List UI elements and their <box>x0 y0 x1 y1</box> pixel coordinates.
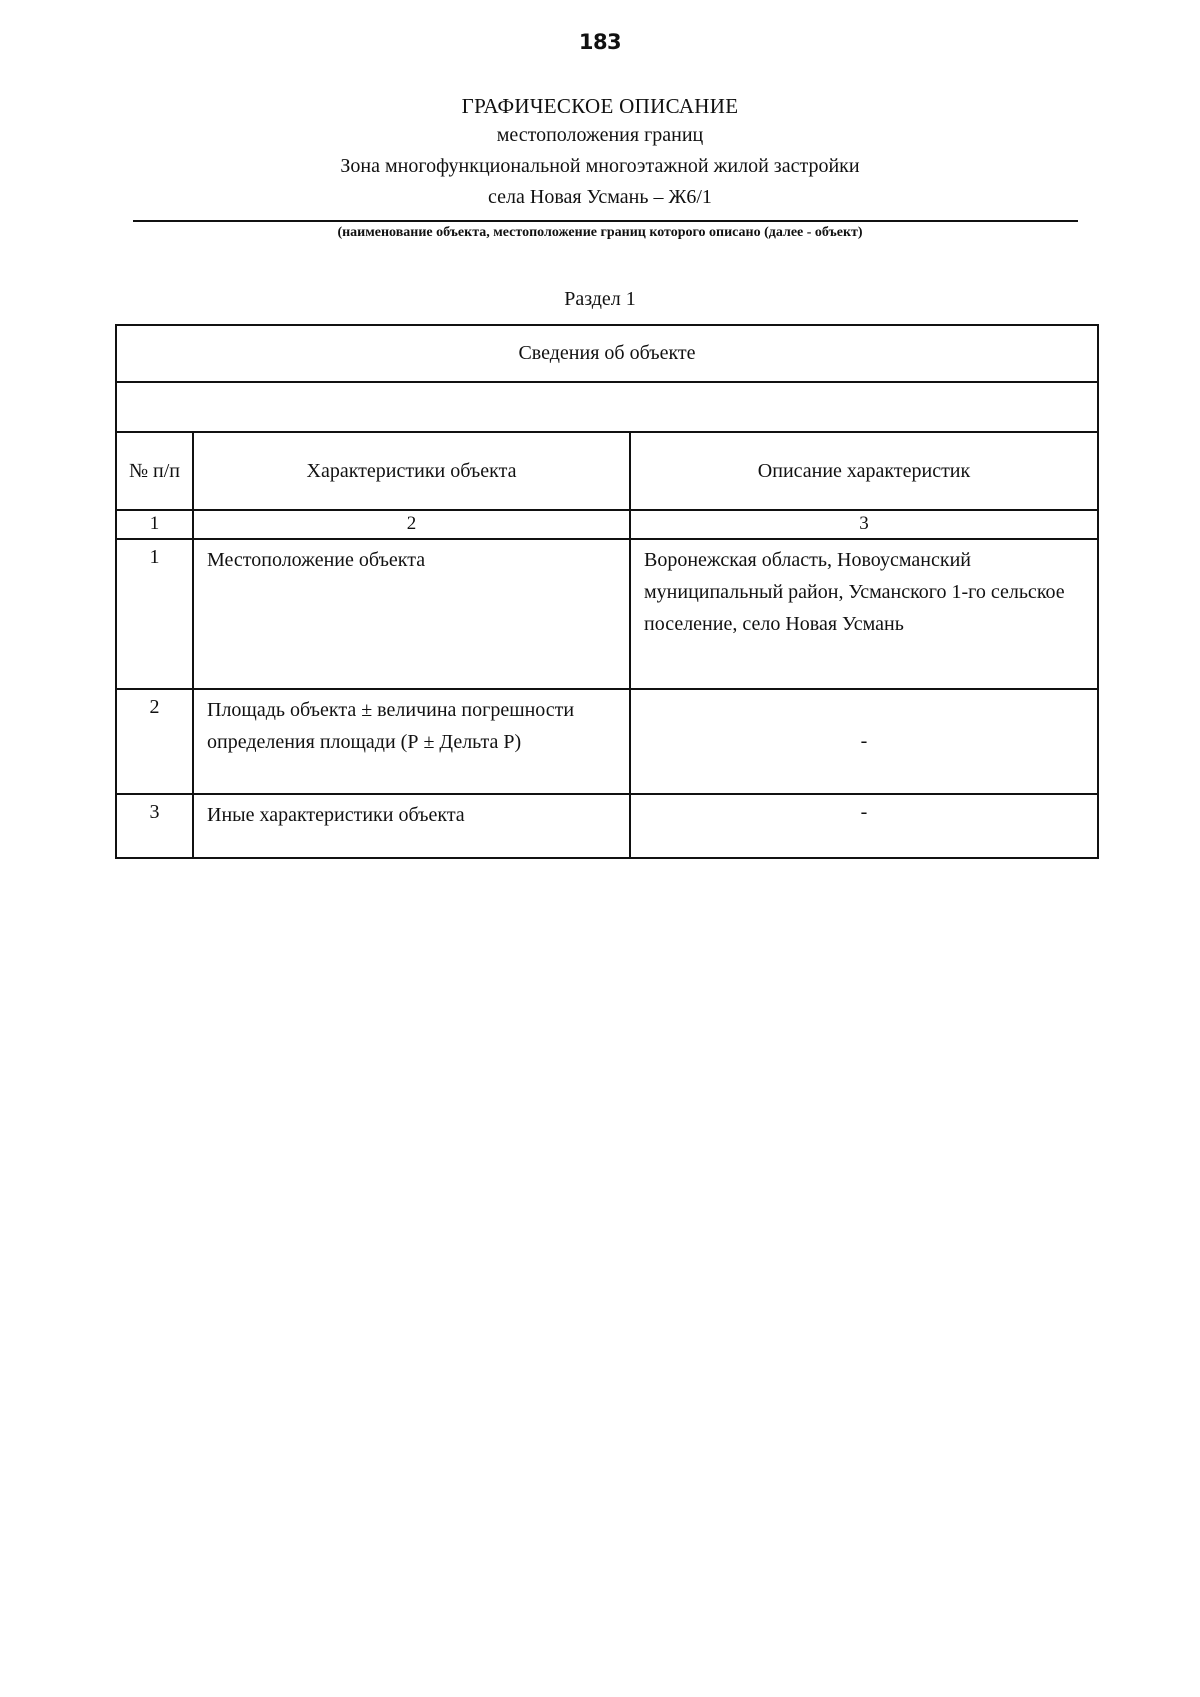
row-characteristic: Местоположение объекта <box>193 539 630 689</box>
table-row <box>116 794 1098 858</box>
column-number-2: 2 <box>193 510 630 539</box>
row-number: 2 <box>116 689 193 794</box>
table-empty-row <box>116 382 1098 432</box>
column-header-characteristic: Характеристики объекта <box>193 432 630 510</box>
table-row <box>116 539 1098 689</box>
section-title: Раздел 1 <box>564 288 636 310</box>
row-characteristic: Площадь объекта ± величина погрешности определения площади (Р ± Дельта Р) <box>193 689 630 794</box>
column-header-description: Описание характеристик <box>630 432 1098 510</box>
header-line-2: Зона многофункциональной многоэтажной жилой застройки <box>340 155 860 177</box>
column-number-row <box>116 510 1098 539</box>
row-description: - <box>630 689 1098 794</box>
row-number: 1 <box>116 539 193 689</box>
column-number-1: 1 <box>116 510 193 539</box>
document-header <box>0 92 1200 213</box>
object-info-table <box>115 324 1099 859</box>
empty-cell <box>116 382 1098 432</box>
column-header-number: № п/п <box>116 432 193 510</box>
row-number: 3 <box>116 794 193 858</box>
table-heading: Сведения об объекте <box>116 325 1098 382</box>
column-header-row <box>116 432 1098 510</box>
row-description: - <box>630 794 1098 858</box>
object-caption: (наименование объекта, местоположение границ которого описано (далее - объект) <box>337 225 863 240</box>
table-heading-row <box>116 325 1098 382</box>
row-description: Воронежская область, Новоусманский муниципальный район, Усманского 1-го сельское поселение, село Новая Усмань <box>630 539 1098 689</box>
table-row <box>116 689 1098 794</box>
title-underline <box>133 220 1078 222</box>
document-title: ГРАФИЧЕСКОЕ ОПИСАНИЕ <box>461 94 739 118</box>
page-number: 183 <box>578 30 622 54</box>
header-line-3: села Новая Усмань – Ж6/1 <box>488 186 712 208</box>
header-line-1: местоположения границ <box>496 124 704 146</box>
row-characteristic: Иные характеристики объекта <box>193 794 630 858</box>
column-number-3: 3 <box>630 510 1098 539</box>
